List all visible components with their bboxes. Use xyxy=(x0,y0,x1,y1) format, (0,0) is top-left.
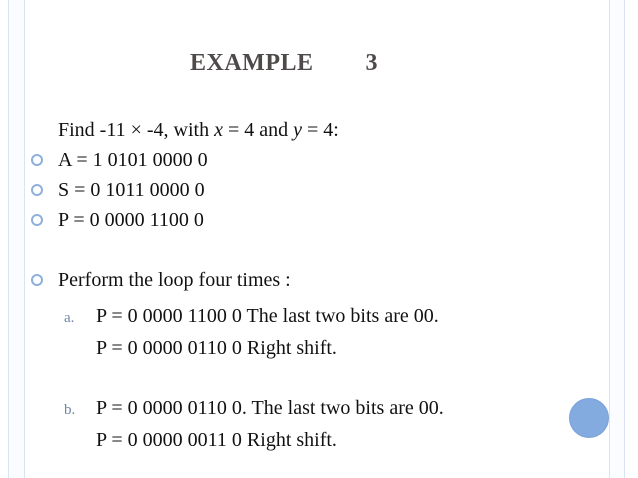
decorative-circle xyxy=(569,398,609,438)
intro-mid: = 4 and xyxy=(222,119,294,141)
bullet-icon xyxy=(31,154,43,166)
intro-y-variable: y xyxy=(293,119,303,141)
intro-line xyxy=(58,118,339,142)
step-b-marker: b. xyxy=(64,402,76,418)
bullet-item-s: S = 0 1011 0000 0 xyxy=(58,179,205,201)
step-a-line-1: P = 0 0000 1100 0 The last two bits are 00. xyxy=(96,305,439,327)
left-decorative-rail xyxy=(8,0,25,478)
bullet-item-loop: Perform the loop four times : xyxy=(58,269,291,291)
bullet-icon xyxy=(31,274,43,286)
step-a-marker: a. xyxy=(64,310,75,326)
intro-suffix: = 4: xyxy=(302,119,339,141)
right-decorative-rail xyxy=(609,0,625,478)
step-a-line-2: P = 0 0000 0110 0 Right shift. xyxy=(96,337,337,359)
intro-x-variable: x xyxy=(214,119,223,141)
bullet-icon xyxy=(31,184,43,196)
slide-title: EXAMPLE 3 xyxy=(190,50,378,76)
bullet-item-p: P = 0 0000 1100 0 xyxy=(58,209,204,231)
step-b-line-1: P = 0 0000 0110 0. The last two bits are 00. xyxy=(96,397,444,419)
bullet-icon xyxy=(31,214,43,226)
intro-prefix: Find -11 × -4, with xyxy=(58,119,215,141)
bullet-item-a: A = 1 0101 0000 0 xyxy=(58,149,208,171)
step-b-line-2: P = 0 0000 0011 0 Right shift. xyxy=(96,429,337,451)
